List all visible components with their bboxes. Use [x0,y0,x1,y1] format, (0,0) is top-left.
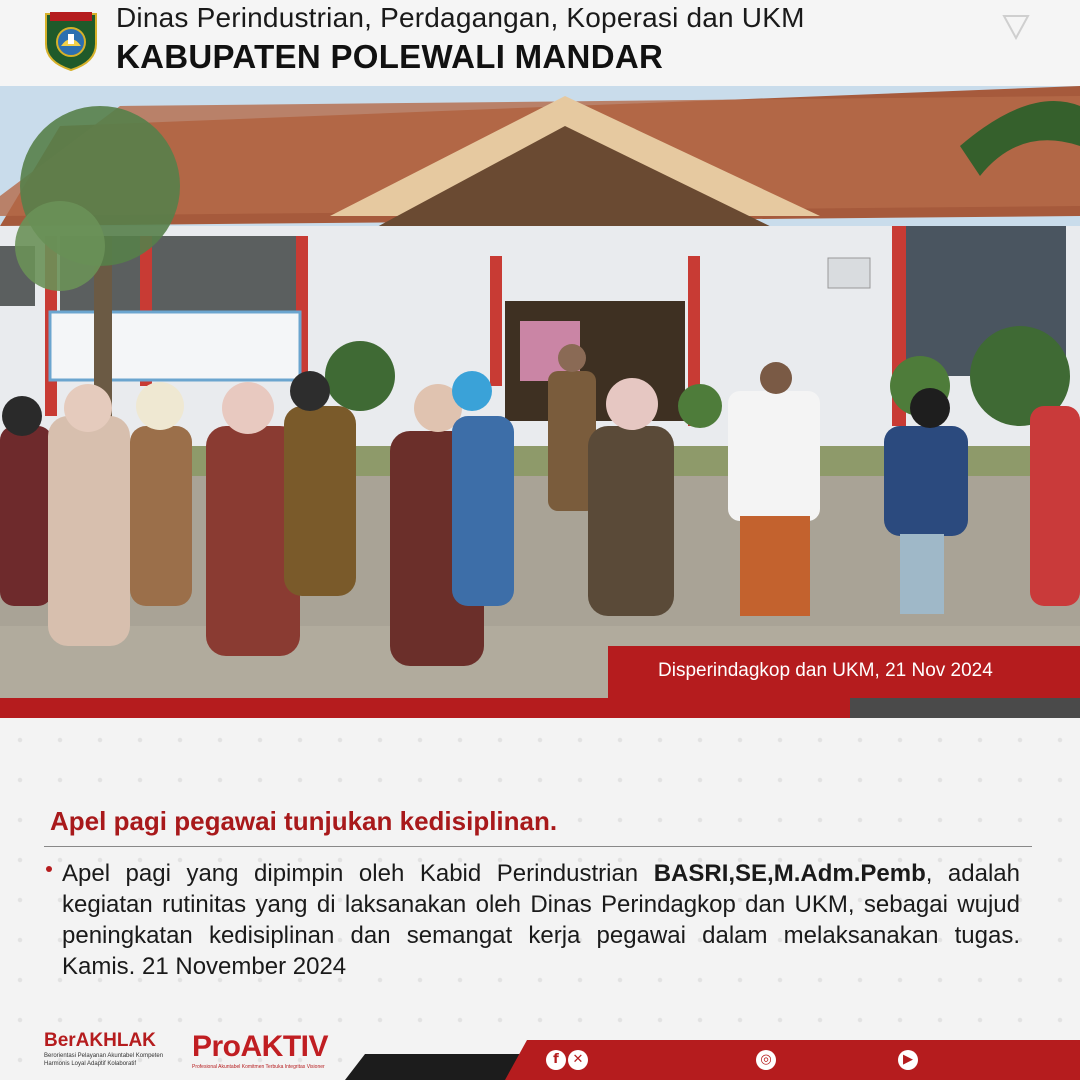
x-icon[interactable]: ✕ [568,1050,588,1070]
facebook-icon[interactable]: f [546,1050,566,1070]
proaktiv-brand: ProAKTIV [192,1030,329,1063]
leader-name: BASRI,SE,M.Adm.Pemb [653,860,926,887]
berakhlak-logo [44,1030,174,1068]
headline-divider [44,846,1032,847]
instagram-icon[interactable]: ◎ [756,1050,776,1070]
article-body-start: Apel pagi yang dipimpin oleh Kabid Perindustrian [62,860,654,887]
proaktiv-tagline: Profesional Akuntabel Komitmen Terbuka Integritas Visioner [192,1064,325,1070]
event-photo [0,86,1080,698]
triangle-down-icon [1002,14,1030,40]
berakhlak-tagline: Berorientasi Pelayanan Akuntabel Kompeten Harmonis Loyal Adaptif Kolaboratif [44,1053,164,1067]
regency-logo [44,10,98,72]
proaktiv-logo [192,1030,342,1070]
berakhlak-brand: BerAKHLAK [44,1030,156,1051]
agency-name: Dinas Perindustrian, Perdagangan, Koperasi dan UKM [116,2,805,33]
divider-stripe-dark [850,698,1080,718]
regency-name: KABUPATEN POLEWALI MANDAR [116,38,664,75]
article-headline: Apel pagi pegawai tunjukan kedisiplinan. [50,806,558,836]
header [0,0,1080,86]
article-body [62,858,1020,982]
footer-dark-band [345,1054,525,1080]
divider-stripe-red [0,698,850,718]
photo-caption-box [608,646,1080,698]
youtube-icon[interactable]: ▶ [898,1050,918,1070]
article-body-end: , adalah kegiatan rutinitas yang di laksanakan oleh Dinas Perindagkop dan UKM, sebagai wujud peningkatan kedisiplinan dan semangat kerja pegawai dalam melaksanakan tugas. Kamis. 21 November 2024 [62,860,1020,980]
bullet-icon [46,866,52,872]
footer-red-band [505,1040,1080,1080]
photo-caption: Disperindagkop dan UKM, 21 Nov 2024 [658,660,993,681]
